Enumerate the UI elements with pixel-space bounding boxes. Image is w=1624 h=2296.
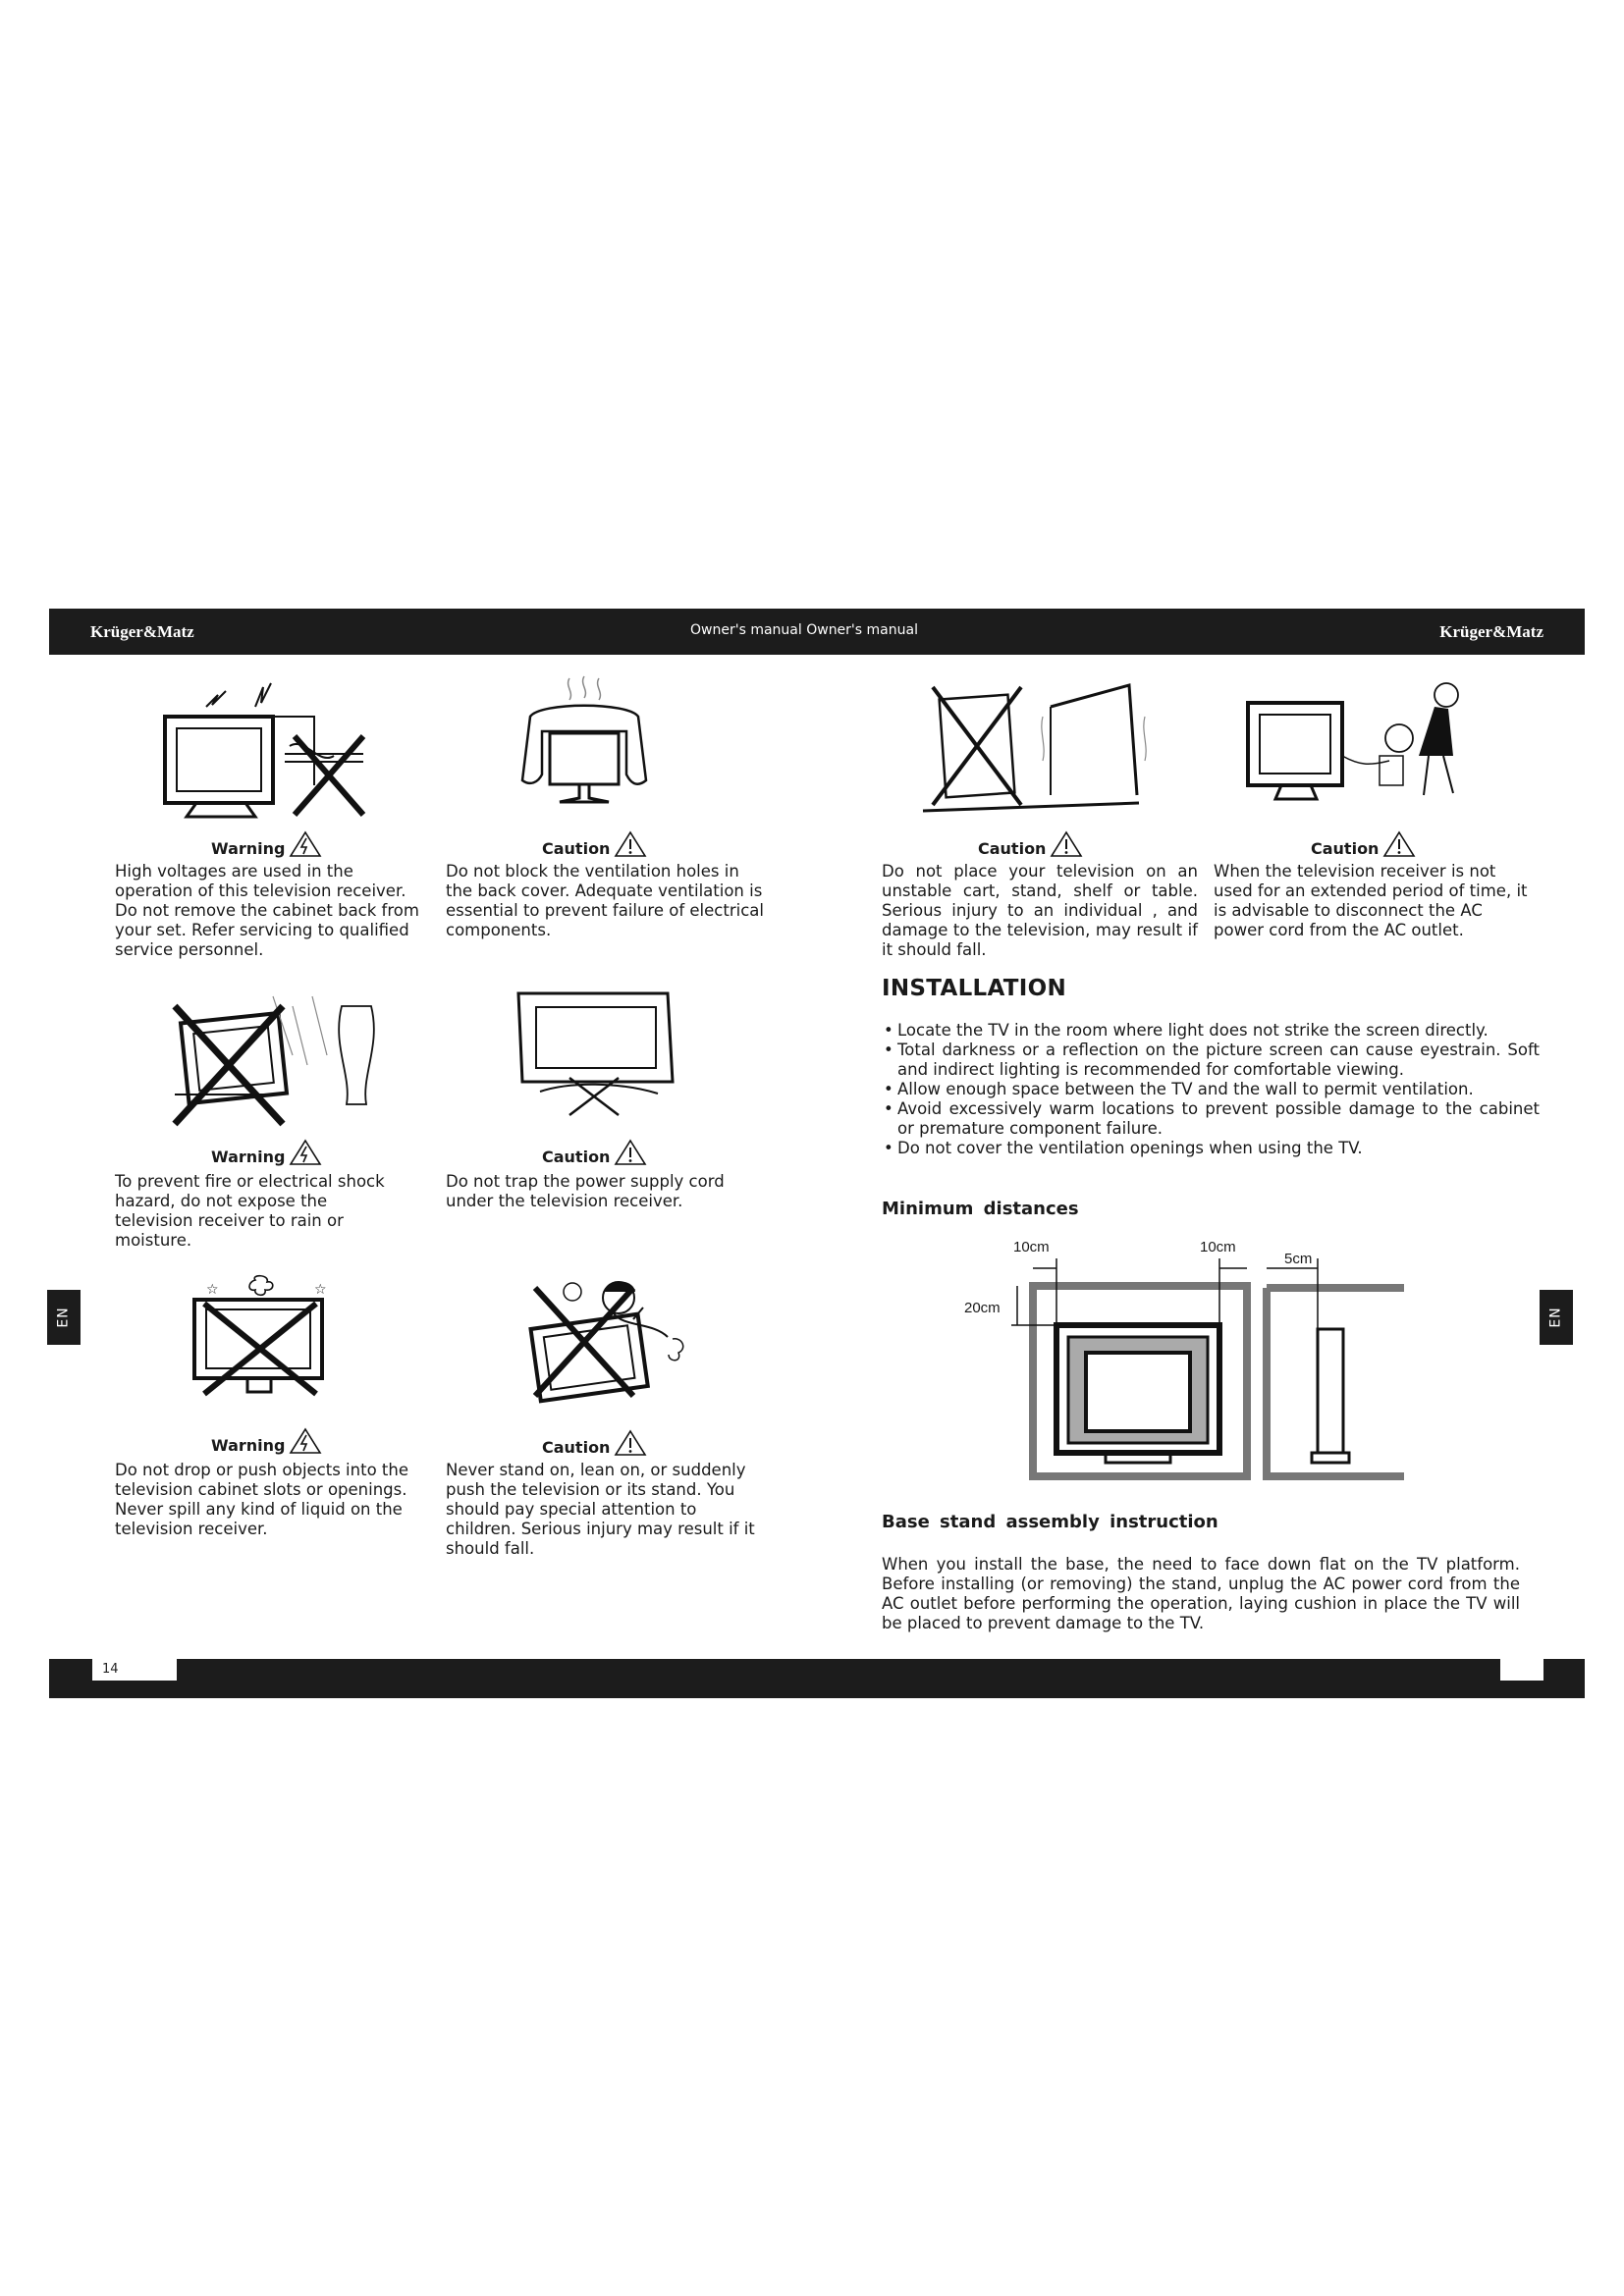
list-item: • Avoid excessively warm locations to prevent possible damage to the cabinet or premature component failure. xyxy=(882,1099,1540,1139)
illustration-blocked-ventilation xyxy=(511,672,658,820)
caution-text-8: When the television receiver is not used for an extended period of time, it is advisable to disconnect the AC power cord from the AC outlet. xyxy=(1214,862,1528,939)
base-stand-text: When you install the base, the need to face down flat on the TV platform. Before installing (or removing) the stand, unplug the AC power cord from the AC outlet before performing the operation, laying cushion in place the TV will be placed to prevent damage to the TV. xyxy=(882,1555,1520,1632)
page-number: 14 xyxy=(92,1659,177,1681)
brand-logo-left: Krüger&Matz xyxy=(90,622,194,641)
illustration-objects-into-slots xyxy=(177,1274,353,1402)
caution-label-6: Caution xyxy=(542,1429,647,1457)
caution-label-4: Caution xyxy=(542,1139,647,1166)
illustration-rain-moisture xyxy=(145,987,391,1144)
svg-text:☆: ☆ xyxy=(206,1282,219,1298)
caution-text-7: Do not place your television on an unstable cart, stand, shelf or table. Serious injury to an individual , and damage to the television, may result if it should fall. xyxy=(882,862,1198,959)
lightning-triangle-icon xyxy=(289,1139,322,1166)
header-bar xyxy=(49,609,1585,655)
caution-label-2: Caution xyxy=(542,830,647,858)
exclamation-triangle-icon xyxy=(614,830,647,858)
warning-text-5: Do not drop or push objects into the television cabinet slots or openings. Never spill any kind of liquid on the television receiver. xyxy=(115,1461,408,1538)
caution-text-6: Never stand on, lean on, or suddenly push the television or its stand. You should pay special attention to children. Serious injury may result if it should fall. xyxy=(446,1461,755,1558)
lightning-triangle-icon xyxy=(289,830,322,858)
warning-text-1: High voltages are used in the operation of this television receiver. Do not remove the cabinet back from your set. Refer servicing to qualified service personnel. xyxy=(115,862,419,959)
exclamation-triangle-icon xyxy=(1382,830,1416,858)
illustration-unplug-power xyxy=(1242,677,1488,825)
warning-text-3: To prevent fire or electrical shock hazard, do not expose the television receiver to rain or moisture. xyxy=(115,1172,385,1250)
exclamation-triangle-icon xyxy=(614,1139,647,1166)
list-item: • Do not cover the ventilation openings when using the TV. xyxy=(882,1139,1540,1158)
list-item: • Allow enough space between the TV and the wall to permit ventilation. xyxy=(882,1080,1540,1099)
base-stand-title: Base stand assembly instruction xyxy=(882,1512,1218,1532)
illustration-power-cord xyxy=(511,984,677,1121)
distance-label-10cm-right: 10cm xyxy=(1200,1239,1236,1255)
exclamation-triangle-icon xyxy=(614,1429,647,1457)
language-tab-left: EN xyxy=(47,1290,81,1345)
installation-list xyxy=(882,1021,1540,1158)
min-distances-diagram xyxy=(964,1239,1414,1494)
illustration-high-voltage xyxy=(147,677,383,825)
distance-label-10cm-left: 10cm xyxy=(1013,1239,1050,1255)
warning-label-3: Warning xyxy=(211,1139,322,1166)
svg-text:☆: ☆ xyxy=(314,1282,327,1298)
distance-label-5cm: 5cm xyxy=(1284,1251,1313,1267)
min-distances-title: Minimum distances xyxy=(882,1199,1079,1219)
caution-label-8: Caution xyxy=(1311,830,1416,858)
header-title: Owner's manual Owner's manual xyxy=(690,622,918,638)
distance-label-20cm: 20cm xyxy=(964,1300,1001,1316)
list-item: • Total darkness or a reflection on the picture screen can cause eyestrain. Soft and indirect lighting is recommended for comfortable viewing. xyxy=(882,1041,1540,1080)
footer-bar xyxy=(49,1659,1585,1698)
lightning-triangle-icon xyxy=(289,1427,322,1455)
language-tab-right: EN xyxy=(1540,1290,1573,1345)
illustration-child-on-tv xyxy=(496,1268,702,1406)
list-item: • Locate the TV in the room where light does not strike the screen directly. xyxy=(882,1021,1540,1041)
page-number-box-right xyxy=(1500,1659,1543,1681)
illustration-unstable-stand xyxy=(903,677,1159,825)
caution-text-4: Do not trap the power supply cord under the television receiver. xyxy=(446,1172,725,1210)
brand-logo-right: Krüger&Matz xyxy=(1439,622,1543,641)
warning-label-5: Warning xyxy=(211,1427,322,1455)
caution-label-7: Caution xyxy=(978,830,1083,858)
warning-label-1: Warning xyxy=(211,830,322,858)
caution-text-2: Do not block the ventilation holes in the back cover. Adequate ventilation is essential to prevent failure of electrical components. xyxy=(446,862,764,939)
exclamation-triangle-icon xyxy=(1050,830,1083,858)
installation-title: INSTALLATION xyxy=(882,976,1067,1001)
